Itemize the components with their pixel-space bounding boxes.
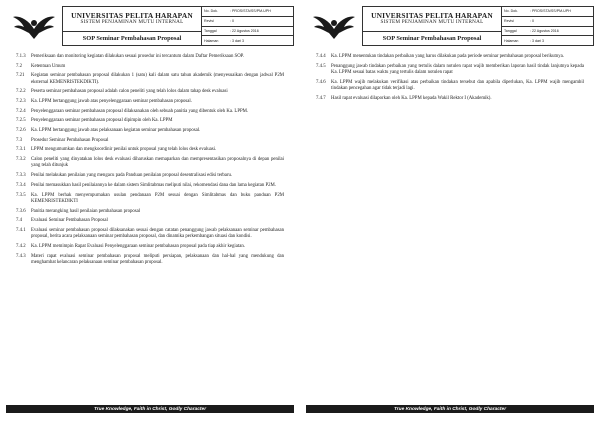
meta-row: Tanggal : 22 Agustus 2016 (202, 27, 293, 37)
section-number: 7.3.6 (16, 208, 26, 214)
paragraph-text: LPPM mengumumkan dan mengkoordinir penilai untuk proposal yang telah lolos desk evaluasi. (31, 147, 217, 153)
section-number: 7.2.2 (16, 89, 26, 95)
document-paragraph (16, 209, 284, 215)
document-paragraph (16, 173, 284, 179)
document-body (16, 54, 284, 270)
document-paragraph (16, 157, 284, 170)
section-number: 7.2.4 (16, 108, 26, 114)
section-number: 7.4.7 (316, 95, 326, 101)
paragraph-text: Evaluasi seminar pembahasan proposal dilaksanakan sesuai dengan catatan penanggung jawab pelaksanaan seminar pembahasan proposal, berita acara pelaksanaan seminar pembahasan proposal, dan dinamika perkembangan situasi dan kondisi. (31, 227, 284, 240)
document-paragraph (16, 193, 284, 206)
paragraph-text: Ka. LPPM bertanggung jawab atas pelaksanaan kegiatan seminar pembahasan proposal. (31, 128, 201, 134)
title-block (362, 6, 502, 46)
meta-row: No. Dok. : PROS/STA/SS/PM-UPH (202, 7, 293, 17)
university-name: UNIVERSITAS PELITA HARAPAN (71, 11, 193, 21)
document-header (6, 6, 294, 46)
document-paragraph (316, 64, 584, 77)
document-paragraph (316, 54, 584, 60)
section-number: 7.3 (16, 137, 22, 143)
meta-row: No. Dok. : PROS/STA/SS/PM-UPH (502, 7, 593, 17)
document-paragraph (16, 128, 284, 134)
paragraph-text: Penilai melakukan penilaian yang mengacu pada Panduan penilaian proposal desentralisasi edisi terbaru. (31, 173, 233, 179)
document-paragraph (16, 73, 284, 86)
section-number: 7.21 (16, 73, 25, 79)
paragraph-text: Ka. LPPM berhak menyempurnakan usulan pendanaan P2M sesuai dengan Simlitabmas dan buku panduan P2M KEMENRISTEKDIKTI (31, 192, 284, 204)
section-number: 7.4.6 (316, 79, 326, 85)
paragraph-text: Materi rapat evaluasi seminar pembahasan proposal meliputi persiapan, pelaksanaan dan hal-hal yang mendukung dan menghambat kelancaran pelaksanaan seminar pembahasan proposal. (31, 253, 284, 265)
document-meta (202, 6, 294, 46)
section-number: 7.3.1 (16, 147, 26, 153)
section-number: 7.4.4 (316, 54, 326, 59)
document-paragraph (16, 228, 284, 241)
document-title: SOP Seminar Pembahasan Proposal (82, 35, 182, 42)
paragraph-text: Peserta seminar pembahasan proposal adalah calon peneliti yang telah lolos dalam tahap desk evaluasi (31, 89, 228, 95)
section-number: 7.4.5 (316, 63, 326, 69)
paragraph-text: Evaluasi Seminar Pembahasan Proposal (31, 218, 108, 224)
footer-motto: True Knowledge, Faith in Christ, Godly Character (6, 405, 294, 413)
meta-row: Tanggal : 22 Agustus 2016 (502, 27, 593, 37)
section-number: 7.3.2 (16, 157, 26, 163)
paragraph-text: Penyelenggaraan seminar pembahasan proposal dilaksanakan oleh sebuah panitia yang dibentuk oleh Ka. LPPM. (31, 108, 249, 114)
section-number: 7.2.6 (16, 128, 26, 134)
document-paragraph (16, 64, 284, 70)
document-paragraph (16, 218, 284, 224)
paragraph-text: Ka. LPPM menentukan tindakan perbaikan yang harus dilakukan pada periode seminar pembahasan proposal berikutnya. (331, 54, 564, 59)
university-logo (306, 6, 362, 46)
footer-motto: True Knowledge, Faith in Christ, Godly Character (306, 405, 594, 413)
document-meta (502, 6, 594, 46)
paragraph-text: Prosedur Seminar Pembahasan Proposal (31, 137, 109, 143)
document-paragraph (16, 89, 284, 95)
university-logo (6, 6, 62, 46)
section-number: 7.4.2 (16, 243, 26, 249)
section-number: 7.2.5 (16, 118, 26, 124)
meta-row: Halaman : 3 dari 3 (204, 38, 244, 43)
system-name: SISTEM PENJAMINAN MUTU INTERNAL (380, 19, 484, 26)
paragraph-text: Panitia merangking hasil penilaian pembahasan proposal (31, 208, 141, 214)
paragraph-text: Calon peneliti yang dinyatakan lolos desk evaluasi diharuskan memaparkan dan mempresentasikan proposalnya di depan penilai yang telah ditunjuk (31, 157, 284, 169)
meta-row: Revisi : 0 (202, 17, 293, 27)
section-number: 7.4 (16, 218, 22, 224)
paragraph-text: Ka. LPPM wajib melakukan verifikasi atas perbaikan tindakan tersebut dan apabila diperlukan, Ka. LPPM wajib mengambil tindakan pencegahan agar tidak terjadi lagi. (331, 79, 584, 91)
paragraph-text: Ka. LPPM bertanggung jawab atas penyelenggaraan seminar pembahasan proposal. (31, 99, 192, 105)
document-paragraph (16, 54, 284, 60)
title-block (62, 6, 202, 46)
document-paragraph (316, 80, 584, 93)
document-paragraph (16, 99, 284, 105)
paragraph-text: Hasil rapat evaluasi dilaporkan oleh Ka. LPPM kepada Wakil Rektor I (Akademik). (331, 95, 492, 101)
document-paragraph (16, 109, 284, 115)
paragraph-text: Penanggung jawab tindakan perbaikan yang tertulis dalam notulen rapat wajib memberikan laporan hasil tindak lanjutnya kepada Ka. LPPM sesuai batas waktu yang tertulis dalam notulen rapat (331, 63, 584, 75)
paragraph-text: Kegiatan seminar pembahasan proposal dilakukan 1 (satu) kali dalam satu tahun akademik (menyesuaikan dengan jadwal P2M eksternal KEMENRISTEKDIKTI). (31, 73, 284, 85)
section-number: 7.4.3 (16, 253, 26, 259)
section-number: 7.3.5 (16, 192, 26, 198)
paragraph-text: Penilai memasukkan hasil penilaiannya ke dalam sistem Simlitabmas meliputi nilai, rekomendasi dana dan lama kegiatan P2M. (31, 182, 276, 188)
paragraph-text: Penyelenggaraan seminar pembahasan proposal dipimpin oleh Ka. LPPM (31, 118, 173, 124)
section-number: 7.3.3 (16, 173, 26, 179)
document-paragraph (16, 254, 284, 267)
document-body (316, 54, 584, 105)
document-paragraph (16, 118, 284, 124)
section-number: 7.2 (16, 63, 22, 69)
document-paragraph (16, 183, 284, 189)
section-number: 7.3.4 (16, 182, 26, 188)
section-number: 7.4.1 (16, 227, 26, 233)
document-title: SOP Seminar Pembahasan Proposal (382, 35, 482, 42)
meta-row: Halaman : 3 dari 3 (504, 38, 544, 43)
section-number: 7.1.3 (16, 54, 26, 59)
document-paragraph (316, 96, 584, 102)
document-page-right (300, 0, 600, 424)
paragraph-text: Ketentuan Umum (31, 63, 66, 69)
document-header (306, 6, 594, 46)
university-name: UNIVERSITAS PELITA HARAPAN (371, 11, 493, 21)
document-paragraph (16, 244, 284, 250)
paragraph-text: Ka. LPPM memimpin Rapat Evaluasi Penyelenggaraan seminar pembahasan proposal pada tiap akhir kegiatan. (31, 243, 245, 249)
meta-row: Revisi : 0 (502, 17, 593, 27)
paragraph-text: Pemeriksaan dan monitoring kegiatan dilakukan sesuai prosedur ini tercantum dalam Daftar Pemeriksaan SOP. (31, 54, 245, 59)
section-number: 7.2.3 (16, 99, 26, 105)
document-paragraph (16, 147, 284, 153)
system-name: SISTEM PENJAMINAN MUTU INTERNAL (80, 19, 184, 26)
document-paragraph (16, 138, 284, 144)
